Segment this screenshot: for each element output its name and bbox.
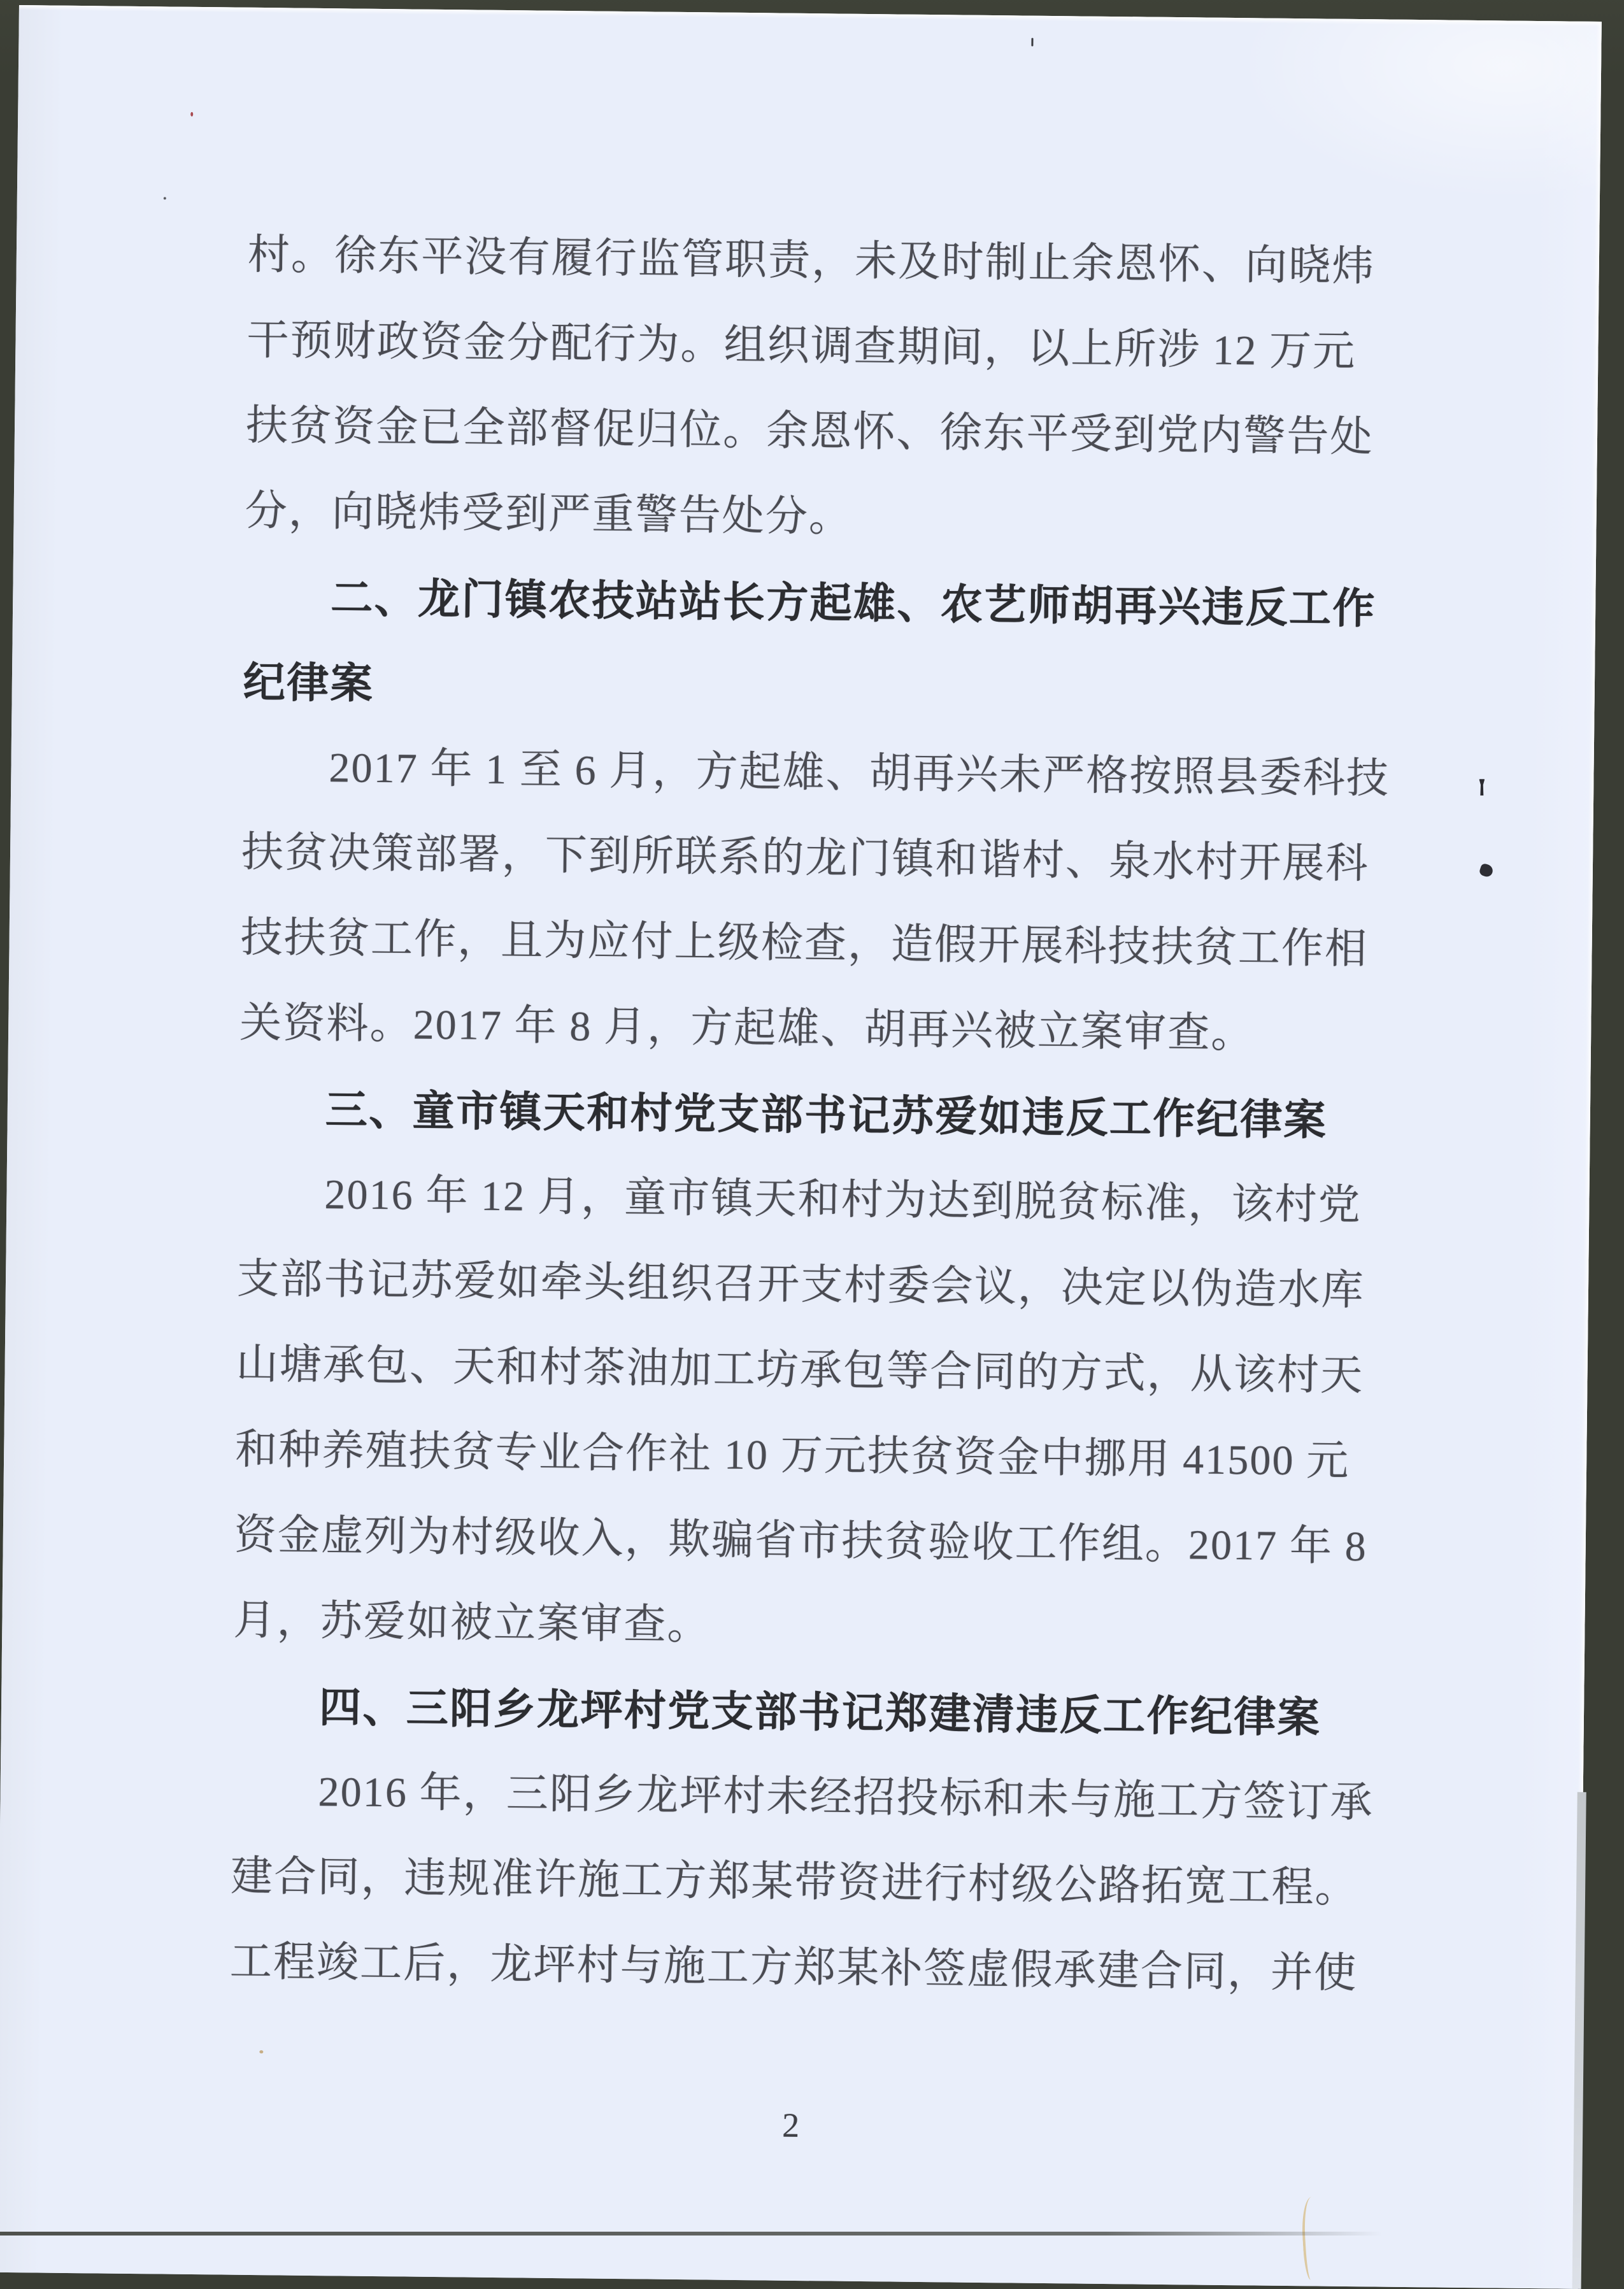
text-line: 扶贫资金已全部督促归位。余恩怀、徐东平受到党内警告处 (245, 402, 1374, 461)
text-line: 关资料。2017 年 8 月，方起雄、胡再兴被立案审查。 (239, 999, 1255, 1057)
text-line: 干预财政资金分配行为。组织调查期间，以上所涉 12 万元 (246, 317, 1357, 376)
section-heading: 二、龙门镇农技站站长方起雄、农艺师胡再兴违反工作 (330, 574, 1377, 632)
scan-edge-shadow (0, 2232, 1382, 2236)
text-line: 分，向晓炜受到严重警告处分。 (245, 487, 853, 541)
text-line: 扶贫决策部署，下到所联系的龙门镇和谐村、泉水村开展科 (241, 829, 1369, 888)
text-line: 2016 年，三阳乡龙坪村未经招投标和未与施工方签订承 (318, 1769, 1374, 1827)
text-line: 建合同，违规准许施工方郑某带资进行村级公路拓宽工程。 (230, 1853, 1359, 1912)
section-heading: 三、童市镇天和村党支部书记苏爱如违反工作纪律案 (325, 1086, 1328, 1144)
paper-right-edge-highlight (1578, 22, 1602, 1799)
dust-speck (164, 197, 166, 199)
ink-speck (190, 112, 193, 117)
ink-speck (1478, 863, 1494, 878)
text-line: 支部书记苏爱如牵头组织召开支村委会议，决定以伪造水库 (236, 1255, 1365, 1315)
fiber-artifact (1300, 2197, 1325, 2281)
section-heading: 纪律案 (243, 658, 374, 707)
dust-speck (259, 2050, 263, 2053)
page-number: 2 (781, 2106, 800, 2145)
text-line: 和种养殖扶贫专业合作社 10 万元扶贫资金中挪用 41500 元 (234, 1426, 1350, 1485)
document-page (0, 5, 1602, 2289)
text-line: 2017 年 1 至 6 月，方起雄、胡再兴未严格按照县委科技 (329, 745, 1390, 802)
ink-speck (1479, 779, 1485, 795)
text-line: 资金虚列为村级收入，欺骗省市扶贫验收工作组。2017 年 8 (234, 1511, 1368, 1571)
paper-top-edge-highlight (19, 5, 1602, 27)
text-line: 村。徐东平没有履行监管职责，未及时制止余恩怀、向晓炜 (247, 231, 1376, 290)
text-line: 技扶贫工作，且为应付上级检查，造假开展科技扶贫工作相 (240, 914, 1369, 973)
section-heading: 四、三阳乡龙坪村党支部书记郑建清违反工作纪律案 (318, 1683, 1321, 1741)
ink-speck (1031, 38, 1033, 46)
text-line: 月，苏爱如被立案审查。 (233, 1597, 711, 1649)
text-line: 山塘承包、天和村茶油加工坊承包等合同的方式，从该村天 (236, 1341, 1364, 1400)
text-line: 2016 年 12 月，童市镇天和村为达到脱贫标准，该村党 (324, 1171, 1362, 1229)
text-line: 工程竣工后，龙坪村与施工方郑某补签虚假承建合同，并使 (229, 1938, 1358, 1997)
underlying-page-edge (1572, 1792, 1586, 2289)
document-text (229, 213, 1390, 2016)
